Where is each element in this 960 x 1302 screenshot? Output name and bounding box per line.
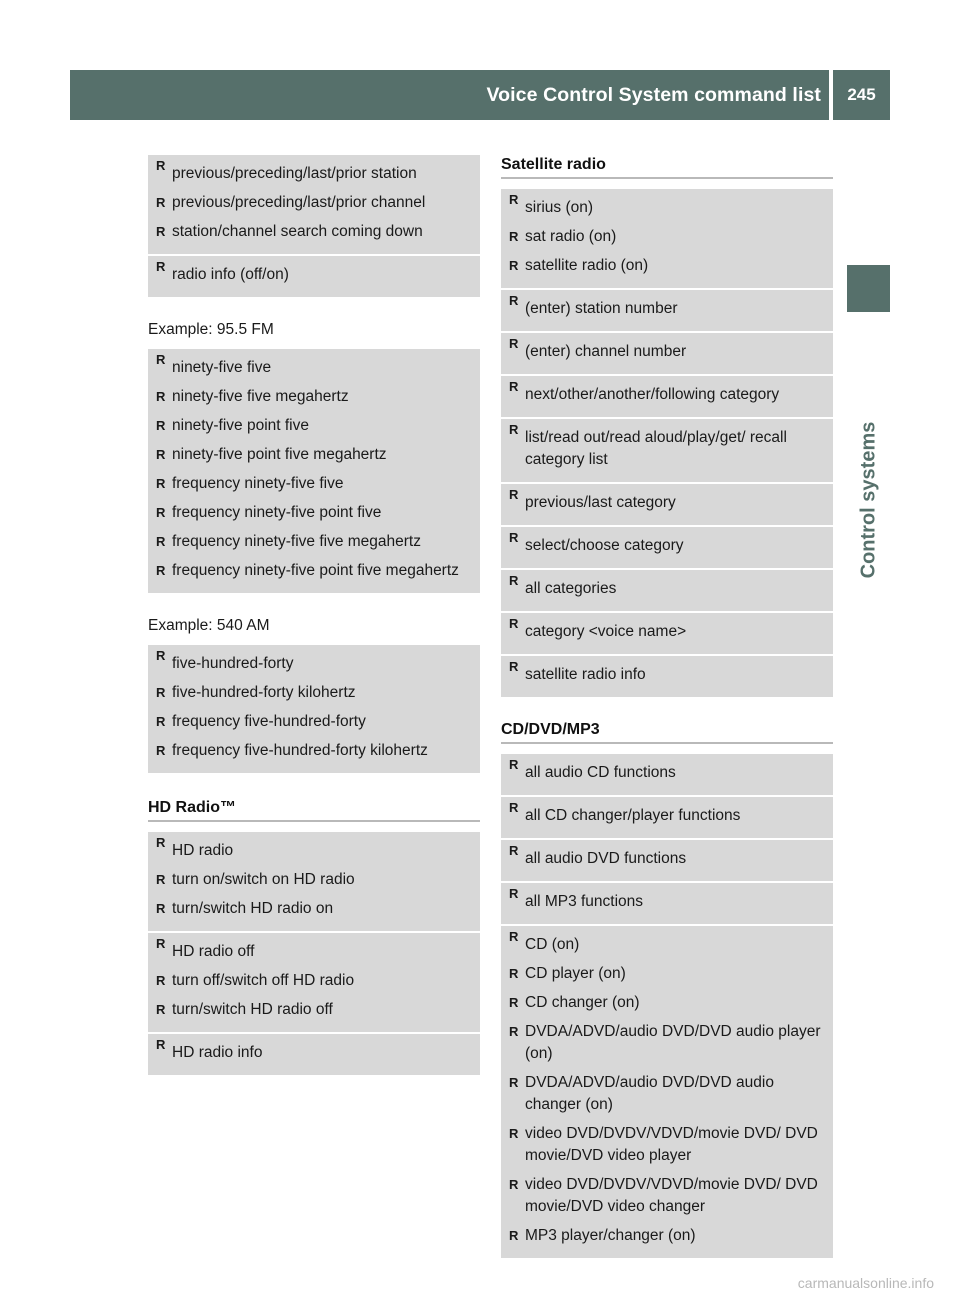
command-text: video DVD/DVDV/VDVD/movie DVD/ DVD movie/DVD video changer: [525, 1176, 818, 1215]
bullet-r-icon: R: [509, 800, 519, 815]
bullet-r-icon: R: [509, 422, 519, 437]
page-number: 245: [847, 85, 876, 104]
bullet-r-icon: R: [156, 872, 166, 887]
command-item: [501, 1225, 833, 1258]
command-text: HD radio off: [172, 943, 255, 960]
command-text: list/read out/read aloud/play/get/ recall category list: [525, 429, 787, 468]
bullet-r-icon: R: [156, 901, 166, 916]
command-text: DVDA/ADVD/audio DVD/DVD audio player (on): [525, 1023, 821, 1062]
bullet-r-icon: R: [509, 1126, 519, 1141]
command-item: [148, 415, 480, 437]
bullet-r-icon: R: [509, 616, 519, 631]
command-item: [501, 840, 833, 881]
left-column: [148, 155, 480, 1075]
bullet-r-icon: R: [509, 659, 519, 674]
footer-watermark: carmanualsonline.info: [797, 1275, 934, 1291]
command-item: [501, 1021, 833, 1065]
command-item: [148, 999, 480, 1032]
command-group: [501, 797, 833, 838]
command-text: HD radio: [172, 842, 234, 859]
command-item: [148, 933, 480, 963]
bullet-r-icon: R: [509, 1024, 519, 1039]
command-group: [501, 613, 833, 654]
command-text: select/choose category: [525, 537, 684, 554]
command-item: [148, 192, 480, 214]
bullet-r-icon: R: [509, 573, 519, 588]
command-item: [501, 656, 833, 697]
command-item: [148, 898, 480, 931]
command-item: [148, 682, 480, 704]
command-item: [148, 256, 480, 297]
bullet-r-icon: R: [509, 487, 519, 502]
command-text: radio info (off/on): [172, 266, 289, 283]
command-group: [501, 840, 833, 881]
command-group: [501, 484, 833, 525]
bullet-r-icon: R: [156, 648, 166, 663]
command-item: [501, 1174, 833, 1218]
command-text: frequency five-hundred-forty kilohertz: [172, 742, 428, 759]
bullet-r-icon: R: [156, 224, 166, 239]
command-item: [148, 560, 480, 593]
command-text: DVDA/ADVD/audio DVD/DVD audio changer (on): [525, 1074, 774, 1113]
command-text: station/channel search coming down: [172, 223, 423, 240]
command-item: [501, 1123, 833, 1167]
command-text: all categories: [525, 580, 617, 597]
command-text: CD (on): [525, 936, 580, 953]
command-item: [148, 645, 480, 675]
command-text: (enter) channel number: [525, 343, 687, 360]
command-group: [148, 832, 480, 931]
bullet-r-icon: R: [156, 973, 166, 988]
bullet-r-icon: R: [156, 936, 166, 951]
command-group: [501, 926, 833, 1258]
bullet-r-icon: R: [509, 995, 519, 1010]
bullet-r-icon: R: [509, 229, 519, 244]
command-item: [148, 444, 480, 466]
command-item: [148, 1034, 480, 1075]
bullet-r-icon: R: [509, 1177, 519, 1192]
command-text: ninety-five five: [172, 359, 272, 376]
command-item: [501, 484, 833, 525]
command-item: [501, 189, 833, 219]
command-text: turn on/switch on HD radio: [172, 871, 355, 888]
command-text: satellite radio (on): [525, 257, 649, 274]
command-group: [501, 419, 833, 482]
command-item: [501, 333, 833, 374]
command-text: CD player (on): [525, 965, 626, 982]
command-text: frequency five-hundred-forty: [172, 713, 366, 730]
command-group: [148, 645, 480, 773]
command-item: [501, 797, 833, 838]
command-text: frequency ninety-five point five: [172, 504, 382, 521]
command-item: [501, 992, 833, 1014]
right-column: [501, 150, 833, 1258]
command-item: [501, 527, 833, 568]
bullet-r-icon: R: [509, 379, 519, 394]
section-title-satellite-radio: Satellite radio: [501, 150, 833, 179]
command-group: [501, 656, 833, 697]
command-item: [148, 502, 480, 524]
command-text: video DVD/DVDV/VDVD/movie DVD/ DVD movie/DVD video player: [525, 1125, 818, 1164]
command-text: all audio CD functions: [525, 764, 676, 781]
bullet-r-icon: R: [156, 835, 166, 850]
command-text: five-hundred-forty: [172, 655, 294, 672]
command-item: [148, 386, 480, 408]
command-item: [148, 349, 480, 379]
bullet-r-icon: R: [156, 418, 166, 433]
command-group: [148, 933, 480, 1032]
command-text: turn/switch HD radio on: [172, 900, 334, 917]
command-group: [501, 883, 833, 924]
command-text: turn off/switch off HD radio: [172, 972, 355, 989]
command-text: ninety-five point five megahertz: [172, 446, 387, 463]
side-tab-label: Control systems: [857, 421, 880, 579]
command-text: all CD changer/player functions: [525, 807, 741, 824]
command-text: frequency ninety-five five megahertz: [172, 533, 421, 550]
bullet-r-icon: R: [156, 685, 166, 700]
command-item: [501, 570, 833, 611]
command-text: ninety-five five megahertz: [172, 388, 349, 405]
command-text: sirius (on): [525, 199, 594, 216]
command-item: [148, 711, 480, 733]
bullet-r-icon: R: [156, 1037, 166, 1052]
command-text: frequency ninety-five five: [172, 475, 344, 492]
command-text: HD radio info: [172, 1044, 263, 1061]
bullet-r-icon: R: [156, 195, 166, 210]
command-text: satellite radio info: [525, 666, 646, 683]
example-label: Example: 540 AM: [148, 617, 270, 634]
bullet-r-icon: R: [509, 530, 519, 545]
bullet-r-icon: R: [156, 352, 166, 367]
command-text: (enter) station number: [525, 300, 678, 317]
command-group: [501, 527, 833, 568]
command-item: [148, 531, 480, 553]
command-item: [501, 926, 833, 956]
bullet-r-icon: R: [509, 192, 519, 207]
command-item: [148, 740, 480, 773]
side-tab-marker: [847, 265, 890, 312]
command-group: [501, 333, 833, 374]
bullet-r-icon: R: [156, 1002, 166, 1017]
bullet-r-icon: R: [509, 1075, 519, 1090]
command-item: [501, 1072, 833, 1116]
bullet-r-icon: R: [156, 476, 166, 491]
command-text: all audio DVD functions: [525, 850, 687, 867]
command-text: CD changer (on): [525, 994, 640, 1011]
bullet-r-icon: R: [156, 714, 166, 729]
example-label: Example: 95.5 FM: [148, 321, 274, 338]
page-header-title: Voice Control System command list: [486, 84, 821, 106]
command-item: [501, 290, 833, 331]
command-text: turn/switch HD radio off: [172, 1001, 333, 1018]
command-item: [148, 155, 480, 185]
command-text: ninety-five point five: [172, 417, 309, 434]
command-text: sat radio (on): [525, 228, 617, 245]
command-item: [501, 963, 833, 985]
command-item: [148, 473, 480, 495]
section-title-cd-dvd-mp3: CD/DVD/MP3: [501, 715, 833, 744]
command-item: [501, 376, 833, 417]
command-item: [501, 255, 833, 288]
bullet-r-icon: R: [156, 389, 166, 404]
bullet-r-icon: R: [156, 563, 166, 578]
command-text: category <voice name>: [525, 623, 687, 640]
bullet-r-icon: R: [156, 158, 166, 173]
bullet-r-icon: R: [156, 447, 166, 462]
bullet-r-icon: R: [156, 743, 166, 758]
command-text: frequency ninety-five point five megahertz: [172, 562, 459, 579]
command-item: [148, 869, 480, 891]
command-group: [501, 290, 833, 331]
command-text: previous/preceding/last/prior station: [172, 165, 417, 182]
bullet-r-icon: R: [509, 757, 519, 772]
bullet-r-icon: R: [509, 886, 519, 901]
command-group: [501, 376, 833, 417]
command-text: previous/preceding/last/prior channel: [172, 194, 426, 211]
command-text: five-hundred-forty kilohertz: [172, 684, 356, 701]
command-group: [501, 754, 833, 795]
bullet-r-icon: R: [509, 336, 519, 351]
command-group: [501, 189, 833, 288]
bullet-r-icon: R: [509, 929, 519, 944]
command-group: [148, 1034, 480, 1075]
command-item: [501, 226, 833, 248]
command-item: [148, 832, 480, 862]
command-item: [501, 419, 833, 482]
command-item: [148, 970, 480, 992]
bullet-r-icon: R: [509, 966, 519, 981]
bullet-r-icon: R: [156, 259, 166, 274]
command-text: MP3 player/changer (on): [525, 1227, 696, 1244]
command-text: next/other/another/following category: [525, 386, 780, 403]
command-text: all MP3 functions: [525, 893, 644, 910]
command-item: [501, 883, 833, 924]
bullet-r-icon: R: [509, 258, 519, 273]
bullet-r-icon: R: [156, 505, 166, 520]
command-group: [148, 155, 480, 254]
bullet-r-icon: R: [509, 1228, 519, 1243]
bullet-r-icon: R: [509, 843, 519, 858]
command-group: [148, 256, 480, 297]
command-item: [501, 754, 833, 795]
command-group: [501, 570, 833, 611]
bullet-r-icon: R: [156, 534, 166, 549]
command-group: [148, 349, 480, 593]
command-item: [501, 613, 833, 654]
command-text: previous/last category: [525, 494, 676, 511]
section-title-hd-radio: HD Radio™: [148, 793, 480, 822]
command-item: [148, 221, 480, 254]
bullet-r-icon: R: [509, 293, 519, 308]
